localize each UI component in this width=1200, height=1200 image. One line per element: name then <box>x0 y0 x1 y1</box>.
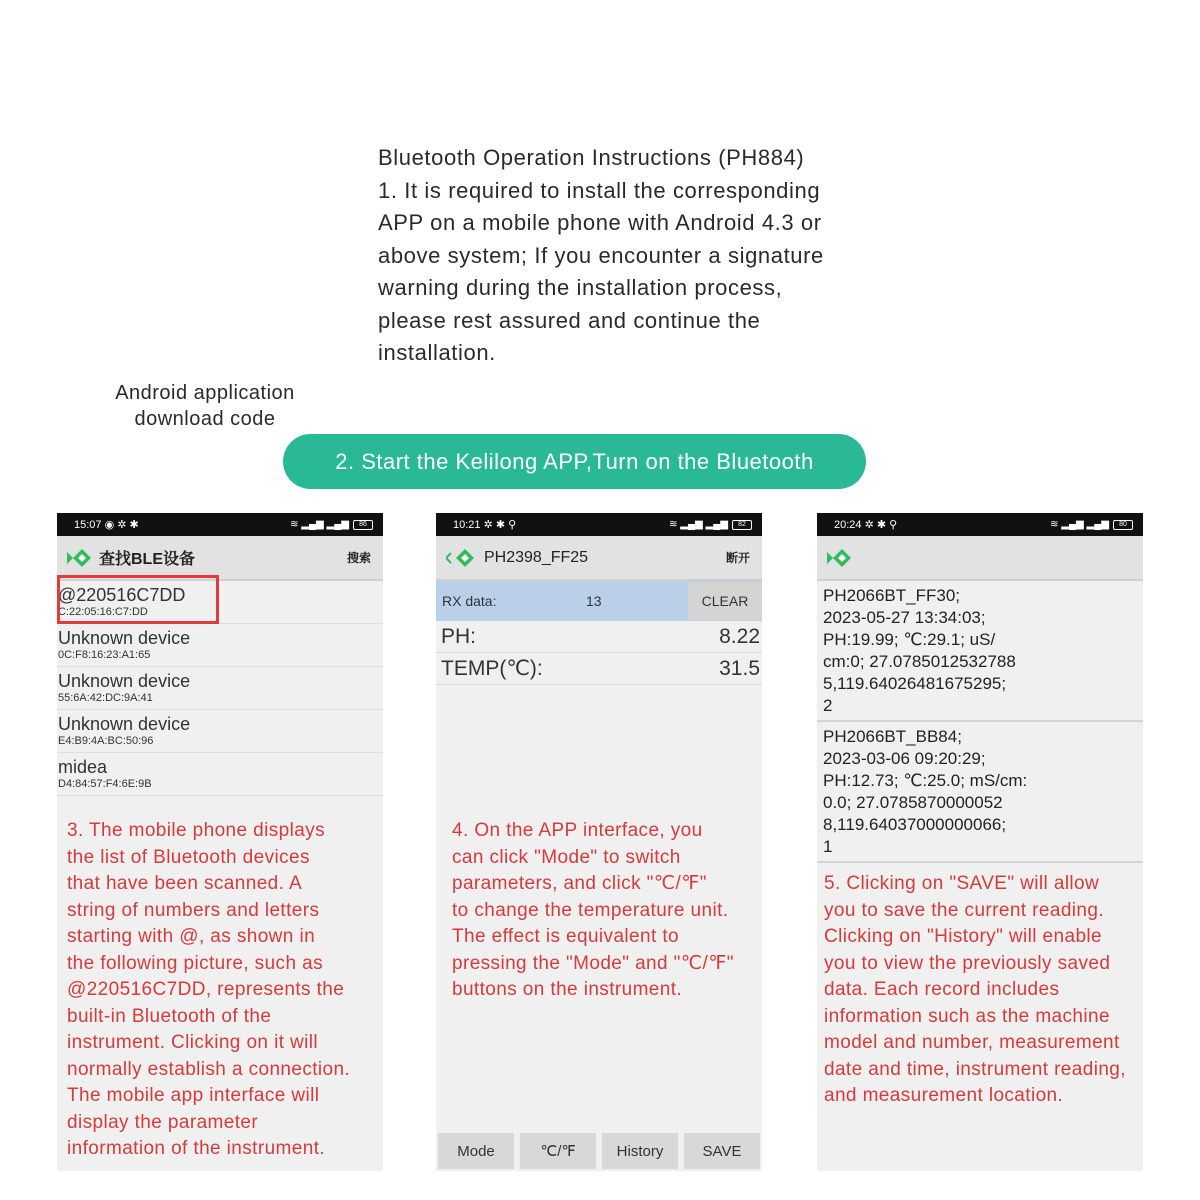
description-line: the list of Bluetooth devices <box>67 846 310 868</box>
intro-line: please rest assured and continue the <box>378 307 761 333</box>
status-icons: ✲ ✱ ⚲ <box>483 519 517 531</box>
description-line: 3. The mobile phone displays <box>67 820 326 841</box>
description-line: you to save the current reading. <box>824 899 1105 921</box>
rx-count: 13 <box>586 593 602 609</box>
reading-label: TEMP(℃): <box>441 657 543 680</box>
record-line: PH:19.99; ℃:29.1; uS/ <box>823 630 996 649</box>
battery-icon: 80 <box>1113 520 1133 530</box>
reading-label: PH: <box>441 624 477 648</box>
app-title: 查找BLE设备 <box>99 551 196 568</box>
reading-row-ph <box>436 621 762 653</box>
description-line: information of the instrument. <box>67 1138 326 1159</box>
device-item[interactable] <box>57 624 383 667</box>
step4-description <box>452 818 734 1004</box>
description-line: date and time, instrument reading, <box>824 1058 1126 1080</box>
save-button[interactable]: SAVE <box>684 1133 760 1169</box>
status-bar <box>817 513 1143 536</box>
qr-caption-line: Android application <box>115 382 295 404</box>
description-line: you to view the previously saved <box>824 952 1111 974</box>
record-line: 2023-05-27 13:34:03; <box>823 608 986 627</box>
record-line: cm:0; 27.0785012532788 <box>823 652 1016 671</box>
step5-description <box>824 871 1126 1110</box>
description-line: parameters, and click "℃/℉" <box>452 873 707 894</box>
rx-label: RX data: <box>442 593 497 609</box>
intro-line: above system; If you encounter a signature <box>378 242 824 268</box>
device-item[interactable] <box>57 667 383 710</box>
status-right <box>669 519 752 530</box>
description-line: buttons on the instrument. <box>452 979 683 1000</box>
highlight-box <box>57 575 219 624</box>
description-line: The mobile app interface will <box>67 1085 320 1106</box>
rx-data-row <box>436 581 762 621</box>
record-line: 2023-03-06 09:20:29; <box>823 749 986 768</box>
history-button[interactable]: History <box>602 1133 678 1169</box>
signal-icon: ≋ ▂▄▆ ▂▄▆ <box>290 519 349 530</box>
disconnect-button[interactable]: 断开 <box>725 551 750 565</box>
intro-line: installation. <box>378 340 496 365</box>
status-left <box>834 518 897 531</box>
record-line: PH:12.73; ℃:25.0; mS/cm: <box>823 771 1028 790</box>
battery-icon: 82 <box>732 520 752 530</box>
record-line: 1 <box>823 837 833 856</box>
step3-description <box>67 818 350 1163</box>
history-record[interactable] <box>817 581 1143 722</box>
intro-line: Bluetooth Operation Instructions (PH884) <box>378 145 805 170</box>
description-line: the following picture, such as <box>67 952 323 974</box>
reading-value: 8.22 <box>719 624 760 648</box>
history-record[interactable] <box>817 722 1143 863</box>
search-button[interactable]: 搜索 <box>346 551 371 565</box>
signal-icon: ≋ ▂▄▆ ▂▄▆ <box>1050 519 1109 530</box>
status-bar <box>57 513 383 536</box>
device-name: @220516C7DD <box>58 585 186 605</box>
status-right <box>290 519 373 530</box>
description-line: and measurement location. <box>824 1085 1064 1106</box>
app-bar <box>817 536 1143 581</box>
device-mac: 55:6A:42:DC:9A:41 <box>58 692 153 704</box>
record-line: 5,119.64026481675295; <box>823 674 1007 693</box>
app-logo-icon <box>67 548 93 568</box>
qr-caption-line: download code <box>134 408 276 430</box>
unit-toggle-button[interactable]: ℃/℉ <box>520 1133 596 1169</box>
description-line: normally establish a connection. <box>67 1058 351 1080</box>
clear-button[interactable]: CLEAR <box>688 582 762 620</box>
mode-button[interactable]: Mode <box>438 1133 514 1169</box>
status-icons: ✲ ✱ ⚲ <box>864 519 898 531</box>
status-left <box>453 518 516 531</box>
device-mac: E4:B9:4A:BC:50:96 <box>58 735 154 747</box>
description-line: pressing the "Mode" and "℃/℉" <box>452 952 734 974</box>
description-line: starting with @, as shown in <box>67 926 316 947</box>
step2-banner: 2. Start the Kelilong APP,Turn on the Bluetooth <box>283 434 866 489</box>
device-name: Unknown device <box>58 714 191 734</box>
device-mac: C:22:05:16:C7:DD <box>58 606 148 618</box>
device-title: PH2398_FF25 <box>484 548 589 566</box>
description-line: can click "Mode" to switch <box>452 846 681 868</box>
description-line: model and number, measurement <box>824 1032 1120 1053</box>
app-bar <box>436 536 762 581</box>
bottom-button-row <box>436 1133 762 1171</box>
reading-value: 31.5 <box>719 656 760 680</box>
record-line: PH2066BT_BB84; <box>823 727 962 746</box>
status-time: 20:24 <box>834 519 862 531</box>
device-name: Unknown device <box>58 628 191 648</box>
intro-line: warning during the installation process, <box>378 275 783 300</box>
record-line: PH2066BT_FF30; <box>823 586 961 605</box>
signal-icon: ≋ ▂▄▆ ▂▄▆ <box>669 519 728 530</box>
description-line: data. Each record includes <box>824 979 1060 1000</box>
intro-line: APP on a mobile phone with Android 4.3 or <box>378 210 822 235</box>
device-name: Unknown device <box>58 671 191 691</box>
status-time: 15:07 <box>74 519 102 531</box>
intro-instructions <box>378 142 898 370</box>
intro-line: 1. It is required to install the corresponding <box>378 177 821 203</box>
description-line: that have been scanned. A <box>67 873 303 894</box>
app-logo-icon <box>827 548 853 568</box>
record-line: 8,119.64037000000066; <box>823 815 1007 834</box>
description-line: built-in Bluetooth of the <box>67 1005 272 1027</box>
description-line: display the parameter <box>67 1111 259 1133</box>
description-line: to change the temperature unit. <box>452 899 729 921</box>
status-bar <box>436 513 762 536</box>
status-icons: ◉ ✲ ✱ <box>104 519 139 531</box>
battery-icon: 86 <box>353 520 373 530</box>
record-line: 2 <box>823 696 833 715</box>
device-mac: D4:84:57:F4:6E:9B <box>58 778 152 790</box>
description-line: 5. Clicking on "SAVE" will allow <box>824 873 1100 894</box>
device-item[interactable] <box>57 753 383 796</box>
description-line: Clicking on "History" will enable <box>824 926 1103 947</box>
status-time: 10:21 <box>453 519 481 531</box>
description-line: @220516C7DD, represents the <box>67 979 345 1000</box>
app-logo-icon <box>446 548 478 568</box>
description-line: information such as the machine <box>824 1005 1110 1027</box>
qr-code-caption <box>100 380 310 432</box>
device-item[interactable] <box>57 710 383 753</box>
description-line: The effect is equivalent to <box>452 926 679 947</box>
description-line: string of numbers and letters <box>67 899 320 921</box>
record-line: 0.0; 27.0785870000052 <box>823 793 1003 812</box>
device-name: midea <box>58 757 108 777</box>
status-left <box>74 518 139 531</box>
device-mac: 0C:F8:16:23:A1:65 <box>58 649 151 661</box>
description-line: 4. On the APP interface, you <box>452 820 703 841</box>
description-line: instrument. Clicking on it will <box>67 1032 319 1053</box>
status-right <box>1050 519 1133 530</box>
reading-row-temp <box>436 653 762 685</box>
